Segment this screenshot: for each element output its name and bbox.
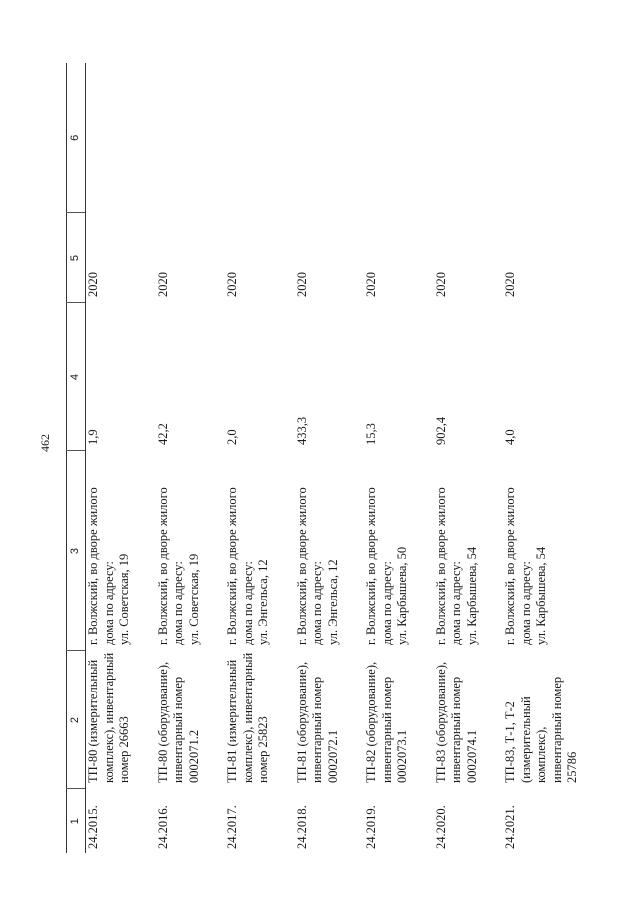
object-note (364, 63, 434, 213)
column-header-3: 3 (67, 451, 86, 651)
table-row (225, 63, 295, 853)
object-address: г. Волжский, во дворе жилого дома по адресу: ул. Энгельса, 12 (225, 487, 270, 645)
object-address: г. Волжский, во дворе жилого дома по адресу: ул. Советская, 19 (155, 487, 201, 645)
table-row (295, 63, 365, 853)
row-number: 24.2021. (503, 805, 517, 849)
object-name: ТП-83 (оборудование), инвентарный номер 0002074.1 (433, 661, 479, 783)
property-table (66, 63, 581, 853)
object-name: ТП-81 (оборудование), инвентарный номер 0002072.1 (294, 661, 340, 783)
row-number: 24.2020. (433, 805, 448, 849)
object-value: 15,3 (364, 423, 378, 445)
column-header-2: 2 (67, 651, 86, 789)
object-value: 433,3 (294, 416, 309, 445)
object-year: 2020 (433, 272, 448, 297)
object-name: ТП-82 (оборудование), инвентарный номер 0002073.1 (364, 661, 409, 783)
table-row (156, 63, 226, 853)
row-number: 24.2017. (225, 805, 239, 849)
object-name: ТП-81 (измерительный комплекс), инвентарный номер 25823 (225, 652, 270, 783)
object-address: г. Волжский, во дворе жилого дома по адресу: ул. Карбышева, 54 (433, 487, 479, 645)
object-year: 2020 (364, 272, 378, 297)
object-note (156, 63, 226, 213)
table-row (86, 63, 156, 853)
object-name: ТП-80 (оборудование), инвентарный номер 0002071.2 (155, 661, 201, 783)
page-number: 462 (38, 434, 52, 452)
object-name: ТП-80 (измерительный комплекс), инвентарный номер 26663 (86, 652, 131, 783)
object-note (86, 63, 156, 213)
object-address: г. Волжский, во дворе жилого дома по адресу: ул. Карбышева, 50 (364, 487, 409, 645)
table-row (364, 63, 434, 853)
column-header-5: 5 (67, 213, 86, 303)
object-year: 2020 (86, 272, 100, 297)
column-header-4: 4 (67, 303, 86, 451)
object-value: 1,9 (86, 429, 100, 445)
object-address: г. Волжский, во дворе жилого дома по адресу: ул. Энгельса, 12 (294, 487, 340, 645)
column-header-6: 6 (67, 63, 86, 213)
object-year: 2020 (155, 272, 170, 297)
object-address: г. Волжский, во дворе жилого дома по адресу: ул. Карбышева, 54 (503, 487, 548, 645)
table-row (434, 63, 504, 853)
object-note (503, 63, 581, 213)
row-number: 24.2015. (86, 805, 100, 849)
object-value: 4,0 (503, 429, 517, 445)
row-number: 24.2018. (294, 805, 309, 849)
object-value: 902,4 (433, 416, 448, 445)
object-year: 2020 (503, 272, 517, 297)
column-header-1: 1 (67, 789, 86, 853)
object-note (225, 63, 295, 213)
object-year: 2020 (225, 272, 239, 297)
object-name: ТП-83, Т-1, Т-2 (измерительный комплекс), инвентарный номер 25786 (503, 676, 579, 783)
property-table-container (66, 63, 586, 853)
object-value: 2,0 (225, 429, 239, 445)
object-value: 42,2 (155, 423, 170, 445)
row-number: 24.2016. (155, 805, 170, 849)
object-year: 2020 (294, 272, 309, 297)
object-note (295, 63, 365, 213)
object-address: г. Волжский, во дворе жилого дома по адресу: ул. Советская, 19 (86, 487, 131, 645)
object-note (434, 63, 504, 213)
table-row (503, 63, 581, 853)
row-number: 24.2019. (364, 805, 378, 849)
table-header-row (67, 63, 86, 853)
